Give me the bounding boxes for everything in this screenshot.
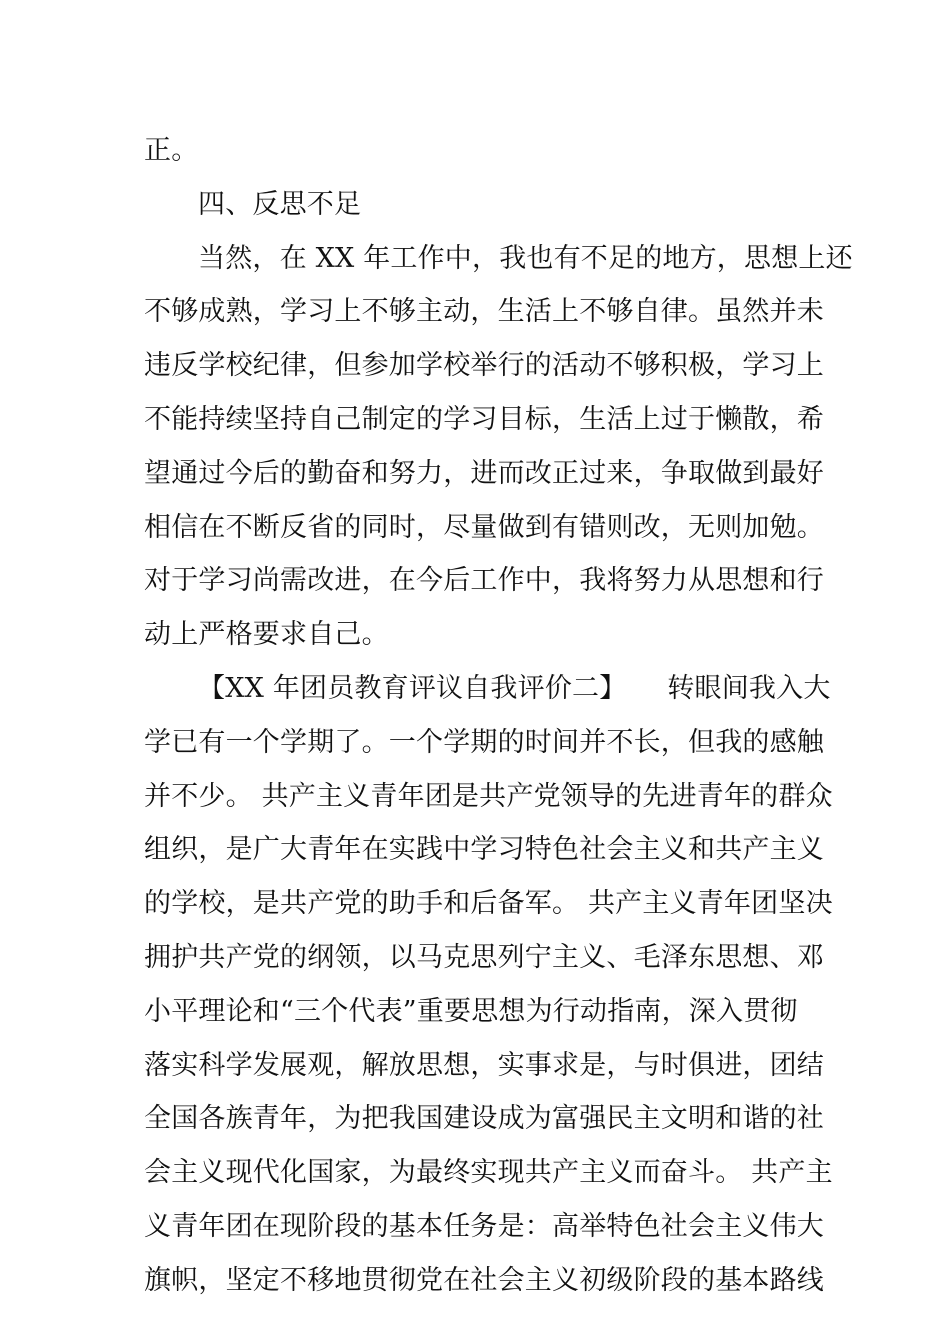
text-line: 对于学习尚需改进，在今后工作中，我将努力从思想和行	[144, 565, 824, 597]
text-line: 相信在不断反省的同时，尽量做到有错则改，无则加勉。	[144, 511, 824, 543]
text-line: 全国各族青年，为把我国建设成为富强民主文明和谐的社	[144, 1103, 824, 1135]
text-line: 不能持续坚持自己制定的学习目标，生活上过于懒散，希	[144, 403, 824, 435]
text-line: 正。	[144, 135, 199, 166]
text-line: 望通过今后的勤奋和努力，进而改正过来，争取做到最好	[144, 457, 824, 489]
text-line: 并不少。 共产主义青年团是共产党领导的先进青年的群众	[144, 780, 833, 812]
text-line: 违反学校纪律，但参加学校举行的活动不够积极，学习上	[144, 350, 824, 382]
section-title-line: 【XX 年团员教育评议自我评价二】 转眼间我入大	[198, 672, 831, 704]
text-line: 当然，在 XX 年工作中，我也有不足的地方，思想上还	[198, 242, 853, 274]
document-body	[144, 124, 853, 1308]
text-line: 旗帜，坚定不移地贯彻党在社会主义初级阶段的基本路线	[144, 1264, 824, 1296]
text-line: 不够成熟，学习上不够主动，生活上不够自律。虽然并未	[144, 296, 824, 328]
text-line: 落实科学发展观，解放思想，实事求是，与时俱进，团结	[144, 1049, 824, 1081]
text-line: 小平理论和“三个代表”重要思想为行动指南，深入贯彻	[144, 995, 798, 1027]
text-line: 义青年团在现阶段的基本任务是：高举特色社会主义伟大	[144, 1210, 824, 1242]
text-line: 学已有一个学期了。一个学期的时间并不长，但我的感触	[144, 726, 824, 758]
text-line: 会主义现代化国家，为最终实现共产主义而奋斗。 共产主	[144, 1157, 833, 1189]
text-line: 拥护共产党的纲领，以马克思列宁主义、毛泽东思想、邓	[144, 941, 824, 973]
text-line: 动上严格要求自己。	[144, 619, 389, 651]
text-line: 的学校，是共产党的助手和后备军。 共产主义青年团坚决	[144, 888, 833, 920]
text-line: 组织，是广大青年在实践中学习特色社会主义和共产主义	[144, 834, 824, 866]
section-heading: 四、反思不足	[198, 188, 362, 220]
